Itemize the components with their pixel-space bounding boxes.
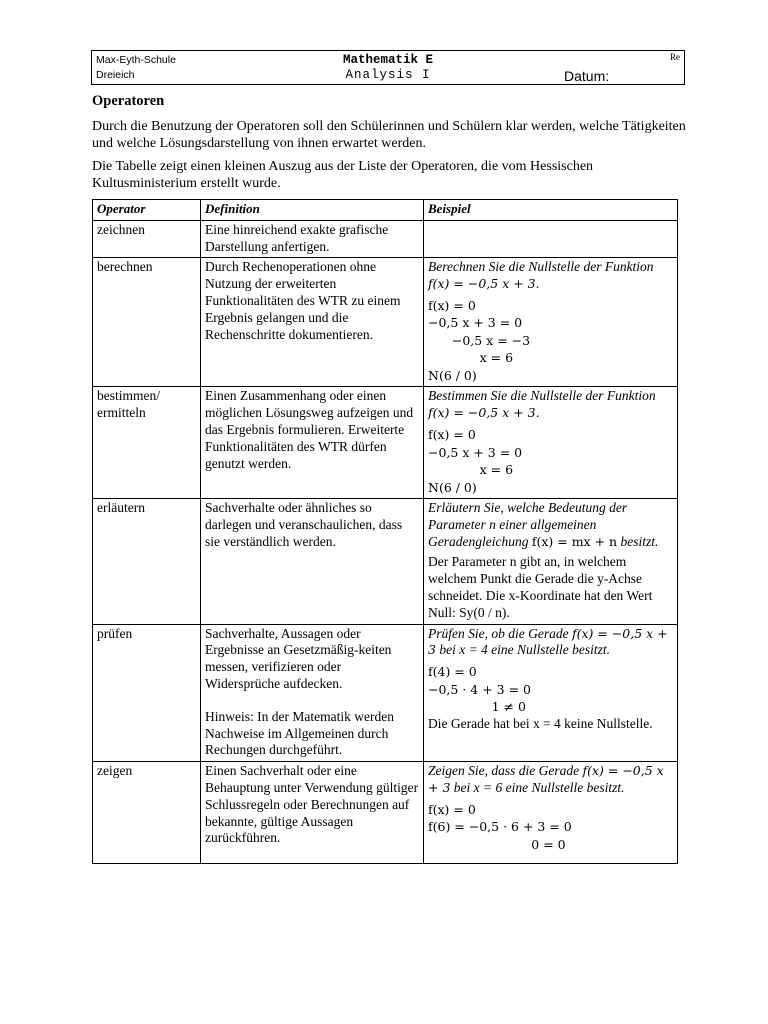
date-label: Datum:	[564, 68, 610, 84]
table-row	[93, 220, 678, 258]
definition-cell: Durch Rechenoperationen ohne Nutzung der erweiterten Funktionalitäten des WTR zu einem Ergebnis gelangen und die Rechenschritte dokumentieren.	[201, 258, 424, 387]
example-cell	[424, 499, 678, 625]
example-cell	[424, 258, 678, 387]
definition-cell	[201, 624, 424, 762]
operator-cell: bestimmen/ ermitteln	[93, 387, 201, 499]
header-operator: Operator	[93, 200, 201, 221]
subject-title: Mathematik E	[342, 53, 433, 67]
document-header	[91, 50, 685, 85]
calc-line: −0,5 x + 3 = 0	[428, 315, 523, 331]
example-task: Prüfen Sie, ob die Gerade 𝑓(𝑥) = −0,5 𝑥 + 3 bei x = 4 eine Nullstelle besitzt.	[428, 625, 668, 658]
example-answer: Die Gerade hat bei x = 4 keine Nullstelle.	[428, 715, 653, 731]
example-task: Berechnen Sie die Nullstelle der Funktion 𝑓(𝑥) = −0,5 𝑥 + 3.	[428, 259, 654, 292]
example-cell	[424, 220, 678, 258]
table-row	[93, 258, 678, 387]
operators-table	[92, 199, 678, 864]
calc-line: −0,5 x + 3 = 0	[428, 444, 523, 460]
definition-cell: Sachverhalte oder ähnliches so darlegen und veranschaulichen, dass sie verständlich werden.	[201, 499, 424, 625]
calc-line: N(6 / 0)	[428, 479, 477, 495]
table-header-row	[93, 200, 678, 221]
table-row	[93, 624, 678, 762]
school-name: Max-Eyth-Schule	[96, 54, 176, 66]
calc-line: x = 6	[428, 350, 514, 366]
example-task: Erläutern Sie, welche Bedeutung der Parameter n einer allgemeinen Geradengleichung f(x) = mx + n besitzt.	[428, 500, 659, 549]
calc-line: f(x) = 0	[428, 801, 476, 817]
example-task: Zeigen Sie, dass die Gerade 𝑓(𝑥) = −0,5 𝑥 + 3 bei x = 6 eine Nullstelle besitzt.	[428, 763, 664, 796]
example-answer: Der Parameter n gibt an, in welchem welchem Punkt die Gerade die y-Achse schneidet. Die x-Koordinate hat den Wert Null: Sy(0 / n).	[428, 554, 653, 620]
definition-cell: Eine hinreichend exakte grafische Darstellung anfertigen.	[201, 220, 424, 258]
calc-line: −0,5 x = −3	[428, 332, 531, 348]
intro-paragraph-2: Die Tabelle zeigt einen kleinen Auszug aus der Liste der Operatoren, die vom Hessischen Kultusministerium erstellt wurde.	[92, 159, 594, 191]
example-task: Bestimmen Sie die Nullstelle der Funktion 𝑓(𝑥) = −0,5 𝑥 + 3.	[428, 388, 656, 421]
operator-cell: prüfen	[93, 624, 201, 762]
header-example: Beispiel	[424, 200, 678, 221]
definition-hint: Hinweis: In der Matematik werden Nachweise im Allgemeinen durch Rechungen durchgeführt.	[205, 708, 394, 758]
table-row	[93, 762, 678, 864]
calc-line: f(4) = 0	[428, 664, 477, 680]
school-city: Dreieich	[96, 69, 135, 81]
calc-line: x = 6	[428, 462, 514, 478]
calc-line: f(x) = 0	[428, 427, 476, 443]
table-row	[93, 387, 678, 499]
header-definition: Definition	[201, 200, 424, 221]
operator-cell: erläutern	[93, 499, 201, 625]
calc-line: 0 = 0	[428, 836, 566, 852]
calc-line: −0,5 · 4 + 3 = 0	[428, 681, 531, 697]
definition-cell: Einen Sachverhalt oder eine Behauptung unter Verwendung gültiger Schlussregeln oder Berechnungen auf bekannte, gültige Aussagen zurückführen.	[201, 762, 424, 864]
calc-line: N(6 / 0)	[428, 367, 477, 383]
table-row	[93, 499, 678, 625]
calc-line: 1 ≠ 0	[428, 699, 526, 715]
example-cell	[424, 762, 678, 864]
operator-cell: zeigen	[93, 762, 201, 864]
page-title: Operatoren	[92, 93, 165, 109]
example-cell	[424, 624, 678, 762]
operator-cell: zeichnen	[93, 220, 201, 258]
definition-text: Sachverhalte, Aussagen oder Ergebnisse an Gesetzmäßig-keiten messen, verifizieren oder Widersprüche aufdecken.	[205, 625, 392, 692]
definition-cell: Einen Zusammenhang oder einen möglichen Lösungsweg aufzeigen und das Ergebnis formulieren. Erweiterte Funktionalitäten des WTR dürfen genutzt werden.	[201, 387, 424, 499]
example-cell	[424, 387, 678, 499]
operator-cell: berechnen	[93, 258, 201, 387]
intro-paragraph-1: Durch die Benutzung der Operatoren soll den Schülerinnen und Schülern klar werden, welche Tätigkeiten und welche Lösungsdarstellung von ihnen erwartet werden.	[92, 119, 686, 151]
calc-line: f(6) = −0,5 · 6 + 3 = 0	[428, 819, 572, 835]
calc-line: f(x) = 0	[428, 297, 476, 313]
unit-title: Analysis I	[345, 68, 431, 82]
corner-mark: Re	[670, 52, 680, 62]
